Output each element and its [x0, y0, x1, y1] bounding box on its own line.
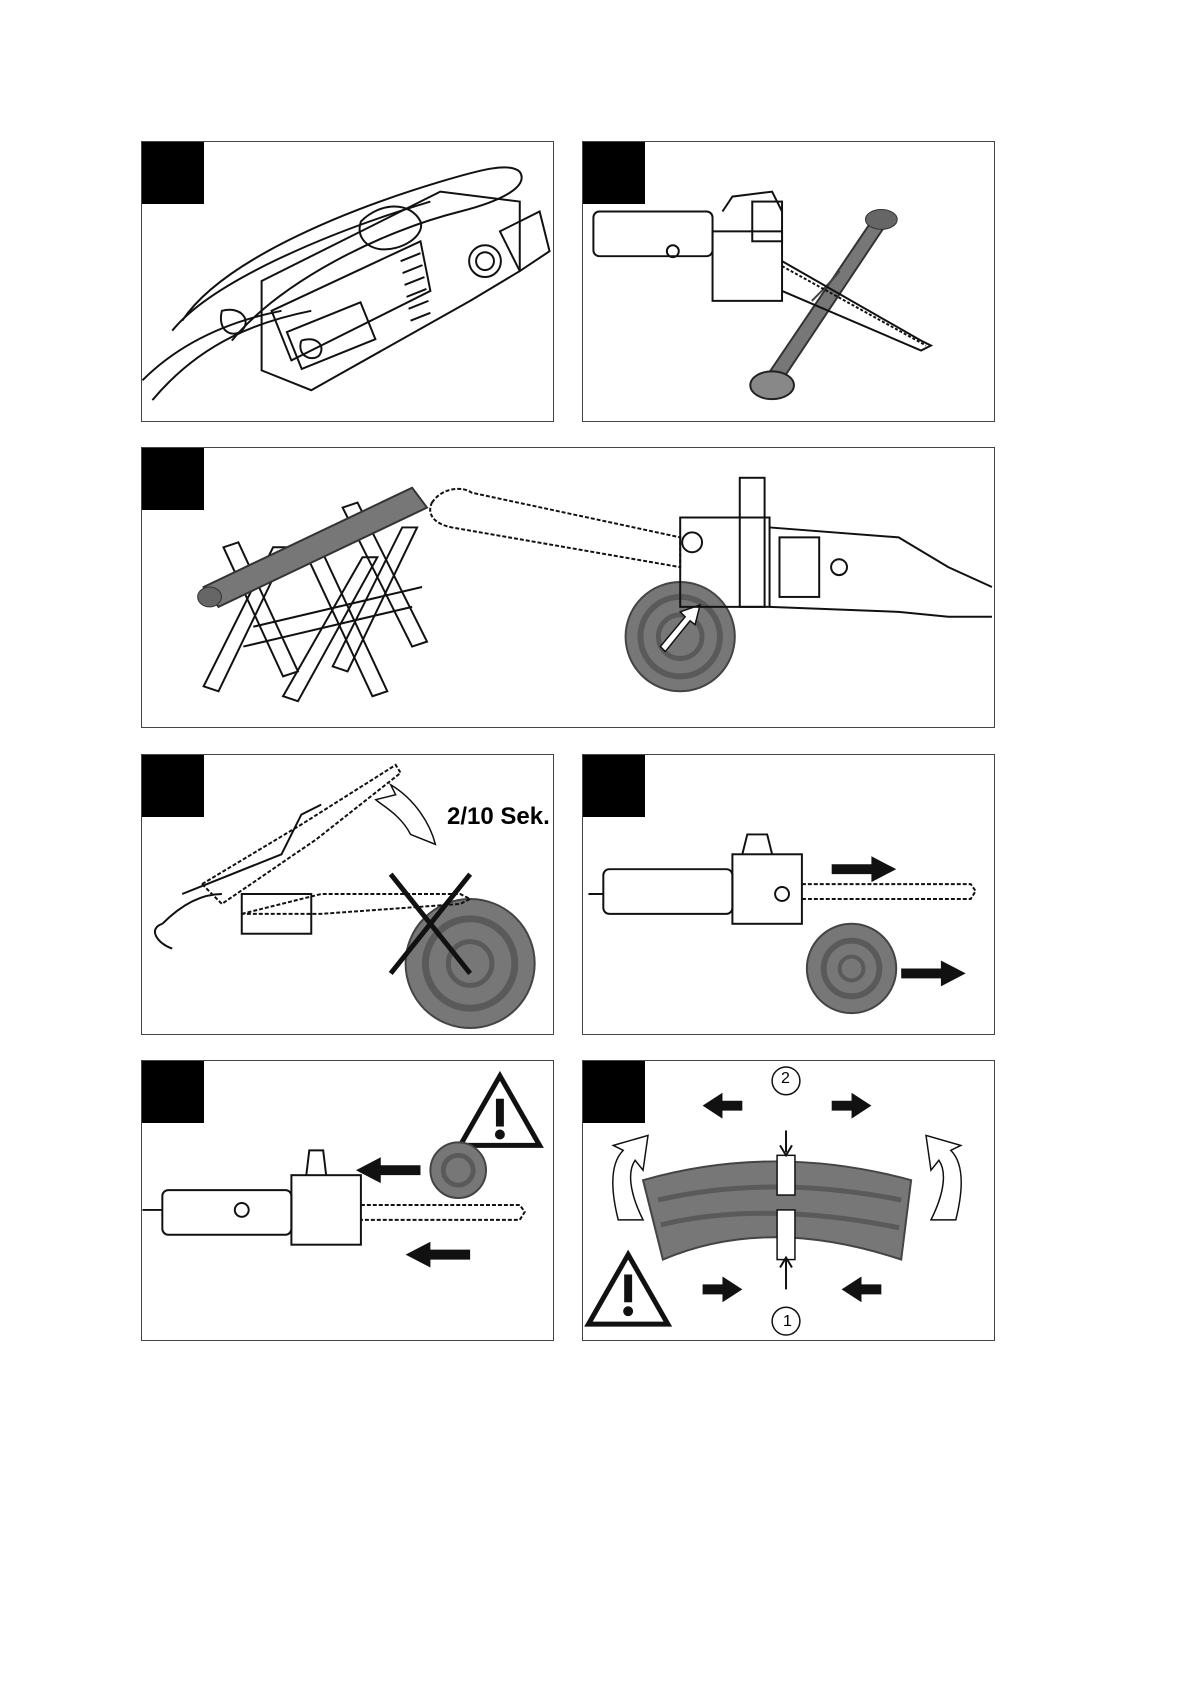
saw-log-illustration [583, 142, 994, 421]
panel-sawhorse-cut [141, 447, 995, 728]
cut-order-label-second: 2 [781, 1070, 790, 1087]
panel-kickback [141, 754, 554, 1035]
sawhorse-chainsaw-illustration [142, 448, 994, 727]
kickback-illustration [142, 755, 553, 1034]
panel-saw-cutting-log [582, 141, 995, 422]
cut-order-label-first: 1 [783, 1313, 792, 1330]
panel-push-cut-warning [141, 1060, 554, 1341]
panel-handle-closeup [141, 141, 554, 422]
pull-cut-illustration [583, 755, 994, 1034]
log-bending-illustration [583, 1061, 994, 1340]
panel-pull-cut [582, 754, 995, 1035]
kickback-time-label: 2/10 Sek. [447, 803, 550, 830]
handle-illustration [142, 142, 553, 421]
panel-log-bending [582, 1060, 995, 1341]
push-cut-illustration [142, 1061, 553, 1340]
